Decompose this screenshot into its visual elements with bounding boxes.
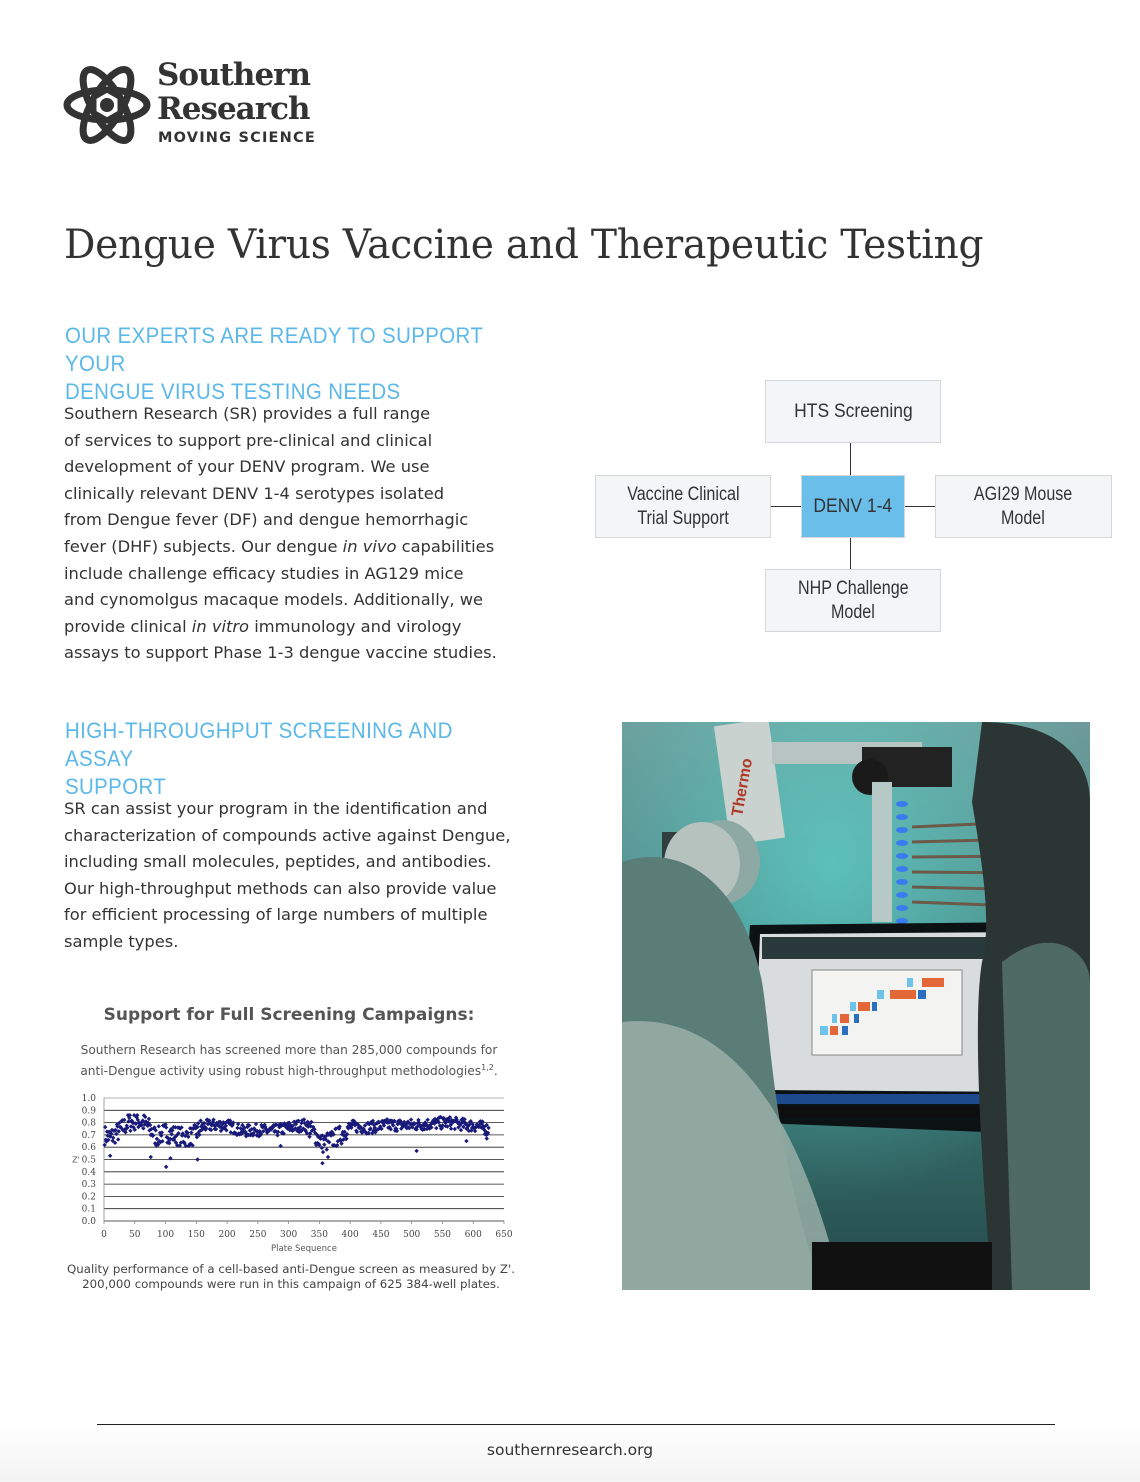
figure-caption (56, 1262, 526, 1292)
svg-text:0.0: 0.0 (81, 1217, 96, 1227)
logo-name-line2: Research (157, 91, 310, 127)
node-label: Model (1001, 507, 1046, 529)
svg-text:1.0: 1.0 (81, 1094, 96, 1104)
body-line: and cynomolgus macaque models. Additionally, we (64, 590, 484, 610)
caption-line: Quality performance of a cell-based anti-Dengue screen as measured by Z'. (67, 1262, 515, 1276)
node-hts-screening (765, 380, 941, 443)
subtitle-line (64, 1059, 514, 1080)
connector-line (850, 537, 851, 571)
svg-text:0.5: 0.5 (81, 1155, 96, 1166)
body-line: Our high-throughput methods can also provide value (64, 878, 497, 898)
node-label: Model (831, 601, 875, 623)
body-line: development of your DENV program. We use (64, 457, 430, 477)
italic-term: in vivo (342, 536, 397, 556)
denv-services-diagram (594, 380, 1114, 633)
svg-text:0.2: 0.2 (81, 1192, 96, 1203)
body-line: from Dengue fever (DF) and dengue hemorrhagic (64, 510, 469, 530)
svg-text:0.8: 0.8 (81, 1118, 96, 1129)
svg-text:0.4: 0.4 (81, 1167, 96, 1178)
heading-line: DENGUE VIRUS TESTING NEEDS (65, 379, 401, 404)
svg-text:0.1: 0.1 (81, 1204, 96, 1215)
node-ag129-mouse (935, 475, 1112, 538)
svg-text:200: 200 (218, 1230, 236, 1240)
z-prime-scatter-chart (64, 1090, 514, 1260)
svg-text:100: 100 (156, 1230, 175, 1240)
body-line: sample types. (64, 931, 179, 951)
body-line: include challenge efficacy studies in AG129 mice (64, 563, 464, 583)
text-run: anti-Dengue activity using robust high-throughput methodologies (80, 1064, 482, 1079)
connector-line (904, 506, 936, 507)
node-label: Vaccine Clinical (626, 483, 740, 505)
svg-text:600: 600 (464, 1230, 482, 1240)
node-label: NHP Challenge (797, 577, 909, 599)
body-line: Southern Research (SR) provides a full range (64, 404, 431, 423)
section-heading-hts (65, 717, 511, 801)
node-nhp-challenge (765, 569, 941, 632)
heading-line: HIGH-THROUGHPUT SCREENING AND ASSAY (65, 718, 453, 771)
node-vaccine-clinical (595, 475, 771, 538)
body-line: including small molecules, peptides, and antibodies. (64, 852, 492, 872)
text-run: immunology and virology (249, 616, 462, 636)
svg-text:550: 550 (433, 1230, 452, 1240)
figure-title: Support for Full Screening Campaigns: (103, 1005, 475, 1025)
svg-text:500: 500 (403, 1230, 421, 1240)
svg-text:400: 400 (341, 1230, 359, 1240)
node-label: Trial Support (637, 507, 729, 529)
body-line: for efficient processing of large numbers of multiple (64, 905, 488, 925)
subtitle-line: Southern Research has screened more than 285,000 compounds for (80, 1043, 498, 1057)
section-heading-experts (65, 322, 511, 406)
company-logo (62, 58, 332, 153)
body-line (64, 534, 497, 561)
logo-wordmark (157, 58, 310, 126)
italic-term: in vitro (191, 616, 250, 636)
node-denv-center (801, 475, 905, 538)
body-line: clinically relevant DENV 1-4 serotypes isolated (64, 483, 445, 503)
body-line: of services to support pre-clinical and clinical (64, 430, 433, 450)
body-line: assays to support Phase 1-3 dengue vaccine studies. (64, 643, 497, 663)
body-line (64, 614, 497, 641)
footnote-ref: 1,2 (481, 1063, 494, 1072)
caption-line: 200,000 compounds were run in this campaign of 625 384-well plates. (82, 1277, 500, 1291)
svg-text:0.9: 0.9 (81, 1106, 96, 1117)
logo-tagline: MOVING SCIENCE (158, 130, 316, 146)
svg-text:300: 300 (280, 1230, 298, 1240)
connector-line (850, 442, 851, 476)
svg-text:650: 650 (495, 1230, 513, 1240)
node-label: HTS Screening (793, 400, 913, 422)
atom-logo-icon (62, 60, 152, 150)
heading-line: SUPPORT (65, 774, 167, 799)
svg-text:0: 0 (101, 1230, 107, 1240)
svg-text:0.3: 0.3 (81, 1180, 96, 1191)
svg-text:450: 450 (372, 1230, 390, 1240)
lab-photo-illustration (622, 722, 1090, 1290)
website-link[interactable]: southernresearch.org (486, 1441, 654, 1459)
text-run: fever (DHF) subjects. Our dengue (64, 536, 343, 556)
text-run: . (493, 1064, 498, 1079)
node-label: AGI29 Mouse (974, 483, 1073, 505)
section-body-experts (64, 401, 497, 667)
body-line: SR can assist your program in the identification and (64, 799, 488, 818)
svg-text:150: 150 (187, 1230, 205, 1240)
text-run: capabilities (396, 536, 495, 556)
lab-photo (622, 722, 1090, 1290)
heading-line: OUR EXPERTS ARE READY TO SUPPORT YOUR (65, 323, 483, 376)
svg-text:350: 350 (310, 1230, 328, 1240)
text-run: provide clinical (64, 616, 192, 636)
svg-text:Plate Sequence: Plate Sequence (271, 1244, 337, 1254)
svg-text:50: 50 (129, 1230, 141, 1240)
svg-text:0.6: 0.6 (81, 1143, 96, 1154)
screening-campaign-figure (64, 1000, 514, 1300)
section-body-hts (64, 796, 511, 956)
svg-text:Thermo: Thermo (729, 756, 757, 818)
node-label: DENV 1-4 (813, 495, 893, 517)
figure-subtitle (64, 1041, 514, 1080)
svg-text:Z': Z' (72, 1155, 80, 1165)
body-line: characterization of compounds active against Dengue, (64, 825, 511, 845)
svg-text:0.7: 0.7 (81, 1130, 96, 1141)
connector-line (770, 506, 802, 507)
svg-text:250: 250 (249, 1230, 267, 1240)
logo-name-line1: Southern (157, 57, 311, 93)
footer-divider (97, 1424, 1055, 1425)
page-title: Dengue Virus Vaccine and Therapeutic Testing (64, 222, 984, 268)
